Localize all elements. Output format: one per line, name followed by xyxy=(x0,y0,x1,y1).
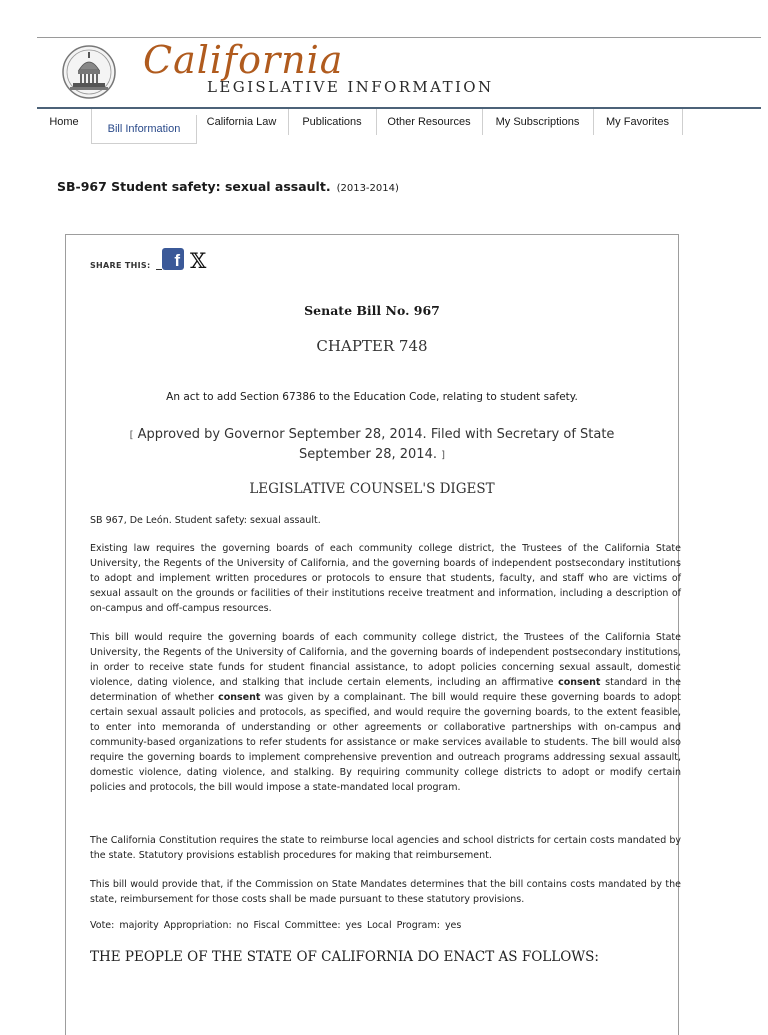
facebook-icon[interactable]: f xyxy=(162,248,184,270)
capitol-dome-icon[interactable] xyxy=(61,44,117,100)
vote-summary: Vote: majority Appropriation: no Fiscal Committee: yes Local Program: yes xyxy=(90,920,462,931)
bill-title xyxy=(57,179,399,194)
keyword-consent: consent xyxy=(218,692,261,703)
para2-part-a: This bill would require the governing boards of each community college district, the Trustees of the California State University, the Regents of the University of California, and the governing boards of independent postsecondary institutions, in order to receive state funds for student financial assistance, to adopt policies concerning sexual assault, domestic violence, dating violence, and stalking that include certain elements, including an affirmative xyxy=(90,632,681,688)
act-description: An act to add Section 67386 to the Education Code, relating to student safety. xyxy=(166,391,578,403)
digest-heading: LEGISLATIVE COUNSEL'S DIGEST xyxy=(249,481,495,497)
digest-summary-line: SB 967, De León. Student safety: sexual assault. xyxy=(90,515,321,526)
nav-my-subscriptions[interactable]: My Subscriptions xyxy=(482,109,594,135)
digest-paragraph-constitution: The California Constitution requires the state to reimburse local agencies and school districts for certain costs mandated by the state. Statutory provisions establish procedures for making that reimbursement. xyxy=(90,835,681,861)
nav-home[interactable]: Home xyxy=(37,109,92,135)
chapter-heading: CHAPTER 748 xyxy=(316,337,428,355)
bill-title-text: SB-967 Student safety: sexual assault. xyxy=(57,179,331,194)
approval-text: Approved by Governor September 28, 2014. Filed with Secretary of State September 28, 2014. xyxy=(137,427,615,462)
logo-script-text: California xyxy=(143,38,344,82)
bill-session: (2013-2014) xyxy=(336,183,399,194)
para2-part-b: standard in the determination of whether xyxy=(90,677,681,703)
nav-bill-information[interactable]: Bill Information xyxy=(91,115,197,144)
nav-california-law[interactable]: California Law xyxy=(195,109,289,135)
x-twitter-icon[interactable]: 𝕏 xyxy=(190,249,207,273)
nav-my-favorites[interactable]: My Favorites xyxy=(593,109,683,135)
approval-bracket-open: [ xyxy=(129,430,134,441)
para2-part-c: was given by a complainant. The bill would require these governing boards to adopt certain sexual assault policies and protocols, as specified, and would require the governing boards, to the extent feasible, to enter into memoranda of understanding or other agreements or collaborative partnerships with on-campus and community-based organizations to refer students for assistance or make services available to students. The bill would also require the governing boards to implement comprehensive prevention and outreach programs addressing sexual assault, domestic violence, dating violence, and stalking. By requiring community college districts to adopt or modify certain policies and protocols, the bill would impose a state-mandated local program. xyxy=(90,692,682,793)
bill-text-panel xyxy=(65,234,682,1035)
approval-status xyxy=(116,425,628,465)
enacting-clause: THE PEOPLE OF THE STATE OF CALIFORNIA DO ENACT AS FOLLOWS: xyxy=(90,949,599,965)
main-nav xyxy=(37,107,761,145)
digest-paragraph-mandates: This bill would provide that, if the Commission on State Mandates determines that the bill contains costs mandated by the state, reimbursement for those costs shall be made pursuant to these statutory provisions. xyxy=(90,879,681,905)
digest-paragraph-existing-law: Existing law requires the governing boards of each community college district, the Trustees of the California State University, the Regents of the University of California, and the governing boards of independent postsecondary institutions to adopt and implement written procedures or protocols to ensure that students, faculty, and staff who are victims of sexual assault on the grounds or facilities of their institutions receive treatment and information, including a description of on-campus and off-campus resources. xyxy=(90,543,681,614)
nav-other-resources[interactable]: Other Resources xyxy=(376,109,483,135)
logo-subtitle: LEGISLATIVE INFORMATION xyxy=(207,78,494,96)
nav-publications[interactable]: Publications xyxy=(288,109,377,135)
bill-number-heading: Senate Bill No. 967 xyxy=(304,303,440,318)
approval-bracket-close: ] xyxy=(441,450,446,461)
share-label: SHARE THIS: xyxy=(90,261,151,270)
share-underline xyxy=(156,269,162,270)
digest-paragraph-bill xyxy=(90,630,681,795)
site-header xyxy=(37,38,761,107)
keyword-consent: consent xyxy=(558,677,601,688)
